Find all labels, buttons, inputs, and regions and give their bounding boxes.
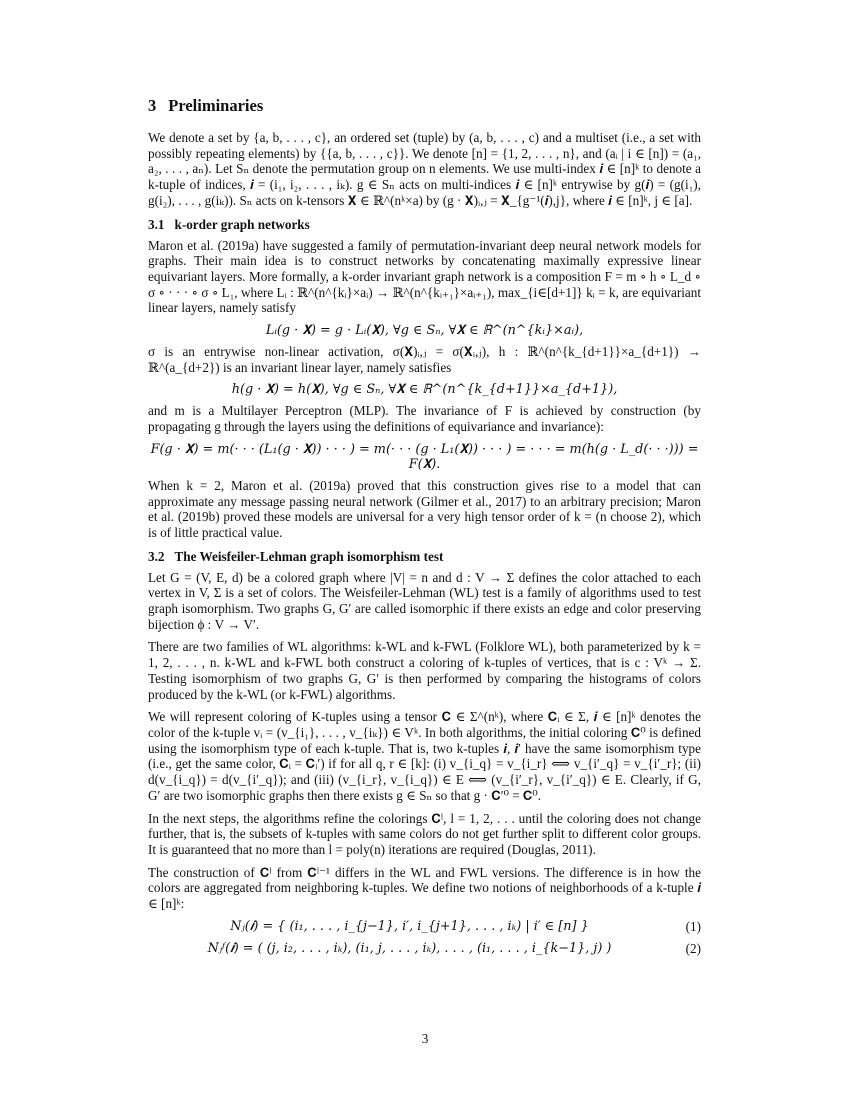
numbered-equation-2 [148,941,701,957]
equation: Lᵢ(g · 𝐗) = g · Lᵢ(𝐗), ∀g ∈ Sₙ, ∀𝐗 ∈ ℝ^(n^{kᵢ}×aᵢ), [265,323,584,339]
subsection-heading-3-2 [148,549,701,565]
equation: Nⱼᶠ(𝒊) = ( (j, i₂, . . . , iₖ), (i₁, j, . . . , iₖ), . . . , (i₁, . . . , i_{k−1}, j) ) [207,941,612,957]
equation-number: (2) [685,940,701,956]
subsection-title: k-order graph networks [174,216,310,232]
subsection-heading-3-1 [148,217,701,233]
paragraph: Maron et al. (2019a) have suggested a family of permutation-invariant deep neural network models for graphs. Their main idea is to construct networks by concatenating maximally expressive linear equivariant layers. More formally, a k-order invariant graph network is a composition F = m ∘ h ∘ L_d ∘ σ ∘ · · · ∘ σ ∘ L₁, where Lᵢ : ℝ^(n^{kᵢ}×aᵢ) → ℝ^(n^{kᵢ₊₁}×aᵢ₊₁), max_{i∈[d+1]} kᵢ = k, are equivariant linear layers, namely satisfy [148,237,701,316]
paragraph: Let G = (V, E, d) be a colored graph where |V| = n and d : V → Σ defines the color attached to each vertex in V, Σ is a set of colors. The Weisfeiler-Lehman (WL) test is a family of algorithms used to test graph isomorphism. Two graphs G, G′ are called isomorphic if there exists an edge and color preserving bijection ϕ : V → V′. [148,569,701,632]
equation: h(g · 𝐗) = h(𝐗), ∀g ∈ Sₙ, ∀𝐗 ∈ ℝ^(n^{k_{d+1}}×a_{d+1}), [231,382,618,398]
paragraph: The construction of 𝐂ˡ from 𝐂ˡ⁻¹ differs in the WL and FWL versions. The difference is in how the colors are aggregated from neighboring k-tuples. We define two notions of neighborhoods of a k-tuple 𝒊 ∈ [n]ᵏ: [148,864,701,912]
section-heading [148,96,701,116]
subsection-number: 3.1 [148,216,165,232]
subsection-number: 3.2 [148,548,165,564]
equation: F(g · 𝐗) = m(· · · (L₁(g · 𝐗)) · · · ) = m(· · · (g · L₁(𝐗)) · · · ) = · · · = m(h(g · L_d(· · ·))) = F(𝐗). [150,441,699,472]
subsection-title: The Weisfeiler-Lehman graph isomorphism test [174,548,444,564]
section-number: 3 [148,96,157,115]
equation: Nⱼ(𝒊) = { (i₁, . . . , i_{j−1}, i′, i_{j+1}, . . . , iₖ) | i′ ∈ [n] } [230,919,589,935]
equation-number: (1) [685,918,701,934]
intro-paragraph: We denote a set by {a, b, . . . , c}, an ordered set (tuple) by (a, b, . . . , c) and a multiset (i.e., a set with possibly repeating elements) by {{a, b, . . . , c}}. We denote [n] = {1, 2, . . . , n}, and (aᵢ | i ∈ [n]) = (a₁, a₂, . . . , aₙ). Let Sₙ denote the permutation group on n elements. We use multi-index 𝒊 ∈ [n]ᵏ to denote a k-tuple of indices, 𝒊 = (i₁, i₂, . . . , iₖ). g ∈ Sₙ acts on multi-indices 𝒊 ∈ [n]ᵏ entrywise by g(𝒊) = (g(i₁), g(i₂), . . . , g(iₖ)). Sₙ acts on k-tensors 𝐗 ∈ ℝ^(nᵏ×a) by (g · 𝐗)ᵢ,ⱼ = 𝐗_{g⁻¹(𝒊),j}, where 𝒊 ∈ [n]ᵏ, j ∈ [a]. [148,130,701,208]
paragraph: and m is a Multilayer Perceptron (MLP). The invariance of F is achieved by construction (by propagating g through the layers using the definitions of equivariance and invariance): [148,403,701,435]
section-title: Preliminaries [168,96,264,115]
paragraph: In the next steps, the algorithms refine the colorings 𝐂ˡ, l = 1, 2, . . . until the coloring does not change further, that is, the subsets of k-tuples with same colors do not get further split to different color groups. It is guaranteed that no more than l = poly(n) iterations are required (Douglas, 2011). [148,810,701,857]
page-number: 3 [421,1031,429,1046]
paper-page [148,96,701,963]
paragraph: When k = 2, Maron et al. (2019a) proved that this construction gives rise to a model that can approximate any message passing neural network (Gilmer et al., 2017) to an arbitrary precision; Maron et al. (2019b) proved these models are universal for a very high tensor order of k = (n choose 2), which is of little practical value. [148,477,701,540]
paragraph: There are two families of WL algorithms: k-WL and k-FWL (Folklore WL), both parameterized by k = 1, 2, . . . , n. k-WL and k-FWL both construct a coloring of k-tuples of vertices, that is c : Vᵏ → Σ. Testing isomorphism of two graphs G, G′ is then performed by comparing the histograms of colors produced by the k-WL (or k-FWL) algorithms. [148,639,701,702]
paragraph: σ is an entrywise non-linear activation, σ(𝐗)ᵢ,ⱼ = σ(𝐗ᵢ,ⱼ), h : ℝ^(n^{k_{d+1}}×a_{d+1}) → ℝ^(a_{d+2}) is an invariant linear layer, namely satisfies [148,344,701,375]
numbered-equation-1 [148,919,701,935]
paragraph: We will represent coloring of K-tuples using a tensor 𝐂 ∈ Σ^(nᵏ), where 𝐂ᵢ ∈ Σ, 𝒊 ∈ [n]ᵏ denotes the color of the k-tuple vᵢ = (v_{i₁}, . . . , v_{iₖ}) ∈ Vᵏ. In both algorithms, the initial coloring 𝐂⁰ is defined using the isomorphism type of each k-tuple. That is, two k-tuples 𝒊, 𝒊′ have the same isomorphism type (i.e., get the same color, 𝐂ᵢ = 𝐂ᵢ′) if for all q, r ∈ [k]: (i) v_{i_q} = v_{i_r} ⟺ v_{i′_q} = v_{i′_r}; (ii) d(v_{i_q}) = d(v_{i′_q}); and (iii) (v_{i_r}, v_{i_q}) ∈ E ⟺ (v_{i′_r}, v_{i′_q}) ∈ E. Clearly, if G, G′ are two isomorphic graphs then there exists g ∈ Sₙ so that g · 𝐂′⁰ = 𝐂⁰. [148,709,701,803]
